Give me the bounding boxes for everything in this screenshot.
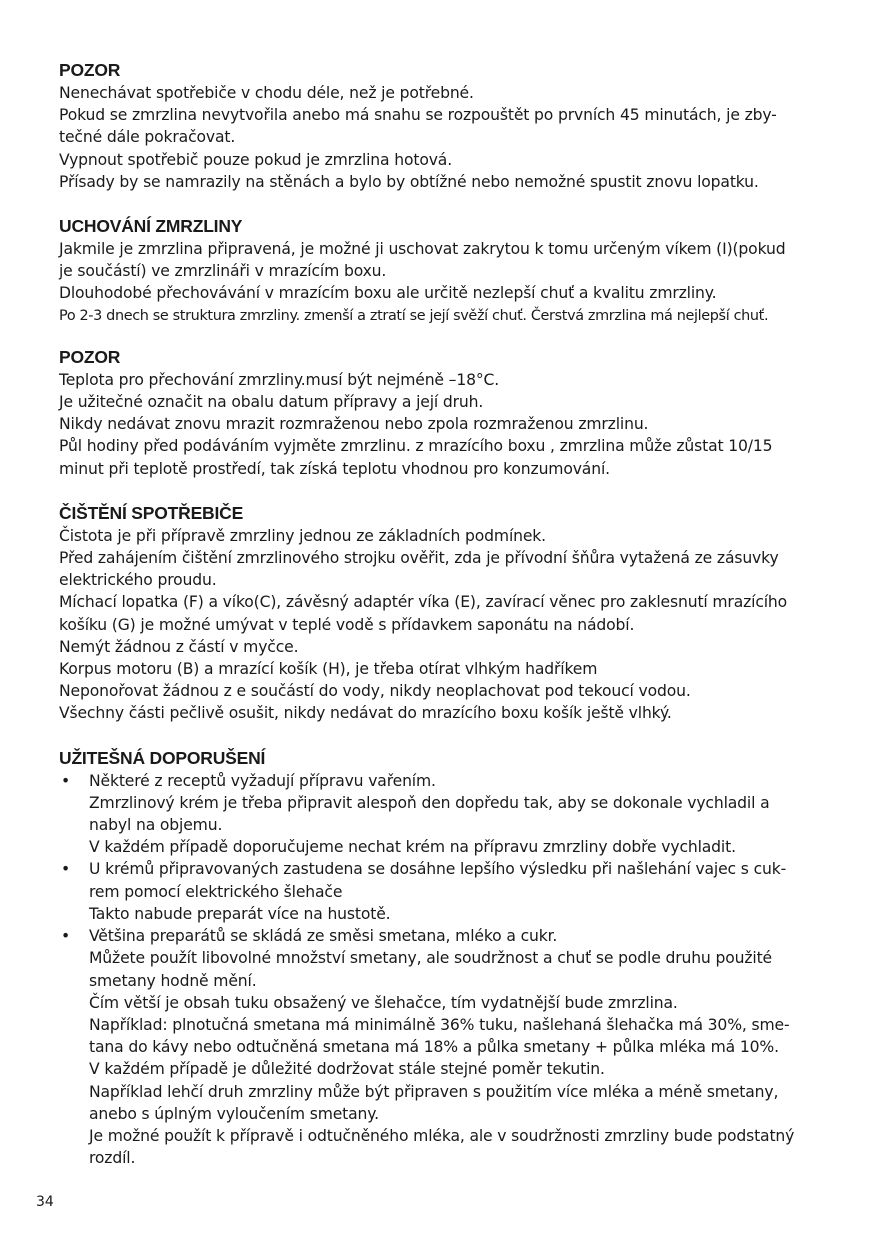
text-line: Je možné použít k přípravě i odtučněného mléka, ale v soudržnosti zmrzliny bude podstatný — [89, 1126, 795, 1145]
list-item — [59, 925, 814, 1169]
section-pozor-2 — [59, 345, 814, 480]
text-line: Nikdy nedávat znovu mrazit rozmraženou nebo zpola rozmraženou zmrzlinu. — [59, 415, 649, 434]
text-line: Je užitečné označit na obalu datum přípravy a její druh. — [59, 393, 484, 412]
section-heading: POZOR — [59, 60, 121, 80]
section-heading: POZOR — [59, 346, 121, 367]
text-line: Po 2-3 dnech se struktura zmrzliny. zmenší a ztratí se její svěží chuť. Čerstvá zmrzlina má nejlepší chuť. — [59, 307, 769, 324]
text-line: Dlouhodobé přechovávání v mrazícím boxu ale určitě nezlepší chuť a kvalitu zmrzliny. — [59, 284, 717, 303]
text-line: Teplota pro přechování zmrzliny.musí být nejméně –18°C. — [59, 370, 500, 389]
text-line: Nenechávat spotřebiče v chodu déle, než je potřebné. — [59, 84, 474, 102]
text-line: anebo s úplným vyloučením smetany. — [89, 1104, 379, 1123]
list-item — [59, 858, 814, 925]
text-line: tečné dále pokračovat. — [59, 128, 236, 147]
bullet-icon: • — [61, 771, 71, 790]
text-line: Míchací lopatka (F) a víko(C), závěsný adaptér víka (E), zavírací věnec pro zaklesnutí mrazícího — [59, 593, 788, 612]
section-uzitecna-doporuceni — [59, 746, 814, 1170]
text-line: košíku (G) je možné umývat v teplé vodě s přídavkem saponátu na nádobí. — [59, 615, 635, 634]
text-line: Jakmile je zmrzlina připravená, je možné ji uschovat zakrytou k tomu určeným víkem (I)(pokud — [59, 240, 786, 259]
text-line: Například lehčí druh zmrzliny může být připraven s použitím více mléka a méně smetany, — [89, 1082, 779, 1101]
page-content — [59, 58, 814, 1169]
text-line: Korpus motoru (B) a mrazící košík (H), je třeba otírat vlhkým hadříkem — [59, 660, 598, 679]
text-line: Před zahájením čištění zmrzlinového strojku ověřit, zda je přívodní šňůra vytažená ze zásuvky — [59, 549, 779, 568]
text-line: Můžete použít libovolné množství smetany, ale soudržnost a chuť se podle druhu použité — [89, 949, 772, 968]
section-uchovani-zmrzliny — [59, 214, 814, 327]
text-line: V každém případě je důležité dodržovat stále stejné poměr tekutin. — [89, 1060, 605, 1079]
section-heading: UCHOVÁNÍ ZMRZLINY — [59, 216, 243, 237]
text-line: Vypnout spotřebič pouze pokud je zmrzlina hotová. — [59, 150, 453, 169]
text-line: V každém případě doporučujeme nechat krém na přípravu zmrzliny dobře vychladit. — [89, 838, 736, 857]
text-line: Čistota je při přípravě zmrzliny jednou ze základních podmínek. — [59, 526, 546, 545]
bullet-icon: • — [61, 860, 71, 879]
tips-list — [59, 770, 814, 1170]
text-line: Například: plnotučná smetana má minimálně 36% tuku, našlehaná šlehačka má 30%, sme- — [89, 1015, 790, 1034]
section-pozor-1 — [59, 58, 814, 193]
text-line: Nemýt žádnou z částí v myčce. — [59, 637, 299, 656]
text-line: rozdíl. — [89, 1149, 136, 1168]
text-line: smetany hodně mění. — [89, 971, 257, 990]
text-line: je součástí) ve zmrzlináři v mrazícím boxu. — [59, 262, 387, 281]
text-line: rem pomocí elektrického šlehače — [89, 882, 343, 901]
section-heading: UŽITEŠNÁ DOPORUŠENÍ — [59, 747, 266, 768]
section-heading: ČIŠTĚNÍ SPOTŘEBIČE — [59, 502, 244, 523]
text-line: Pokud se zmrzlina nevytvořila anebo má snahu se rozpouštět po prvních 45 minutách, je zby- — [59, 106, 777, 125]
text-line: Čím větší je obsah tuku obsažený ve šlehačce, tím vydatnější bude zmrzlina. — [89, 993, 678, 1012]
text-line: Všechny části pečlivě osušit, nikdy nedávat do mrazícího boxu košík ještě vlhký. — [59, 704, 672, 723]
text-line: Zmrzlinový krém je třeba připravit alespoň den dopředu tak, aby se dokonale vychladil a — [89, 793, 770, 812]
text-line: minut při teplotě prostředí, tak získá teplotu vhodnou pro konzumování. — [59, 459, 610, 478]
text-line: U krémů připravovaných zastudena se dosáhne lepšího výsledku při našlehání vajec s cuk- — [89, 860, 787, 879]
text-line: Přísady by se namrazily na stěnách a bylo by obtížné nebo nemožné spustit znovu lopatku. — [59, 172, 759, 191]
text-line: nabyl na objemu. — [89, 816, 223, 835]
text-line: Takto nabude preparát více na hustotě. — [89, 904, 391, 923]
page-number: 34 — [36, 1194, 54, 1210]
text-line: Půl hodiny před podáváním vyjměte zmrzlinu. z mrazícího boxu , zmrzlina může zůstat 10/15 — [59, 437, 773, 456]
text-line: Neponořovat žádnou z e součástí do vody, nikdy neoplachovat pod tekoucí vodou. — [59, 682, 691, 701]
list-item — [59, 770, 814, 859]
text-line: tana do kávy nebo odtučněná smetana má 18% a půlka smetany + půlka mléka má 10%. — [89, 1038, 779, 1057]
text-line: Některé z receptů vyžadují přípravu vařením. — [89, 771, 436, 790]
section-cisteni-spotrebice — [59, 501, 814, 725]
text-line: Většina preparátů se skládá ze směsi smetana, mléko a cukr. — [89, 927, 558, 946]
bullet-icon: • — [61, 927, 71, 946]
text-line: elektrického proudu. — [59, 571, 217, 590]
